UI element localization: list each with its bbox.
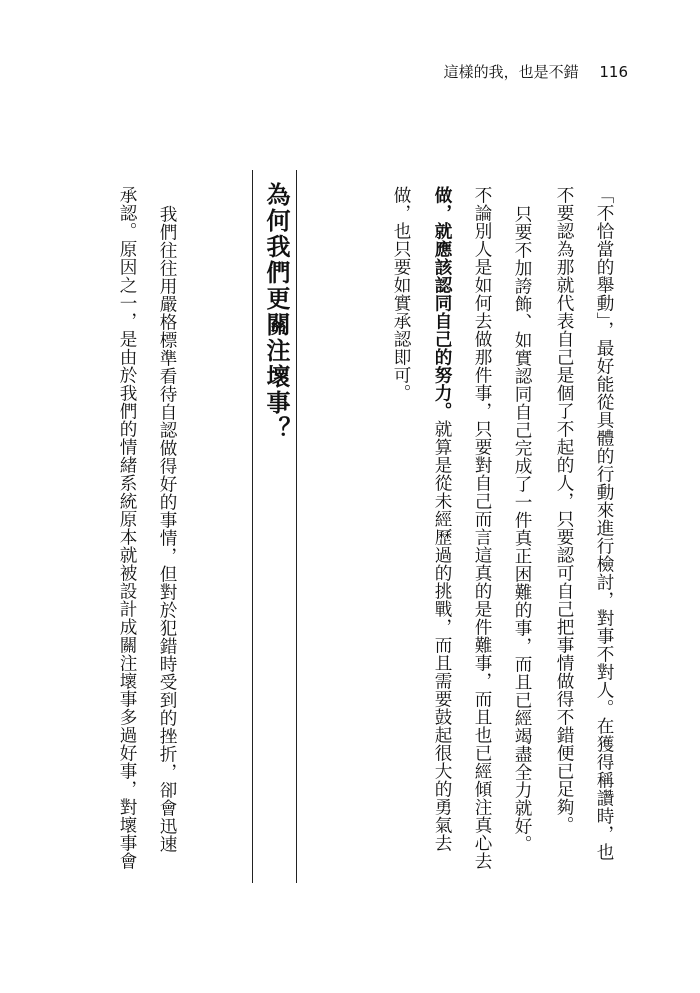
page-number: 116 <box>599 63 628 81</box>
running-header <box>444 62 628 82</box>
body-column-4-emphasis: 不論別人是如何去做那件事，只要對自己而言這真的是件難事，而且也已經傾注真心去 <box>472 186 492 870</box>
heading-rule-left <box>252 170 253 883</box>
heading-rule-right <box>296 170 297 883</box>
emphasis-text: 做，就應該認同自己的努力。 <box>432 186 452 420</box>
body-text: 就算是從未經歷過的挑戰，而且需要鼓起很大的勇氣去 <box>432 420 452 852</box>
running-title: 這樣的我，也是不錯 <box>443 63 579 81</box>
body-column-7: 我們往往用嚴格標準看待自認做得好的事情，但對於犯錯時受到的挫折，卻會迅速 <box>157 205 177 854</box>
body-column-3: 只要不加誇飾、如實認同自己完成了一件真正困難的事，而且已經竭盡全力就好。 <box>512 205 532 854</box>
body-column-1: 「不恰當的舉動」，最好能從具體的行動來進行檢討，對事不對人。在獲得稱讚時，也 <box>594 186 614 862</box>
body-column-6: 做，也只要如實承認即可。 <box>391 186 411 402</box>
body-column-5 <box>425 186 459 906</box>
section-heading: 為何我們更關注壞事？ <box>262 182 290 442</box>
body-column-8: 承認。原因之一，是由於我們的情緒系統原本就被設計成關注壞事多過好事，對壞事會 <box>117 186 137 870</box>
body-column-2: 不要認為那就代表自己是個了不起的人，只要認可自己把事情做得不錯便已足夠。 <box>554 186 574 834</box>
